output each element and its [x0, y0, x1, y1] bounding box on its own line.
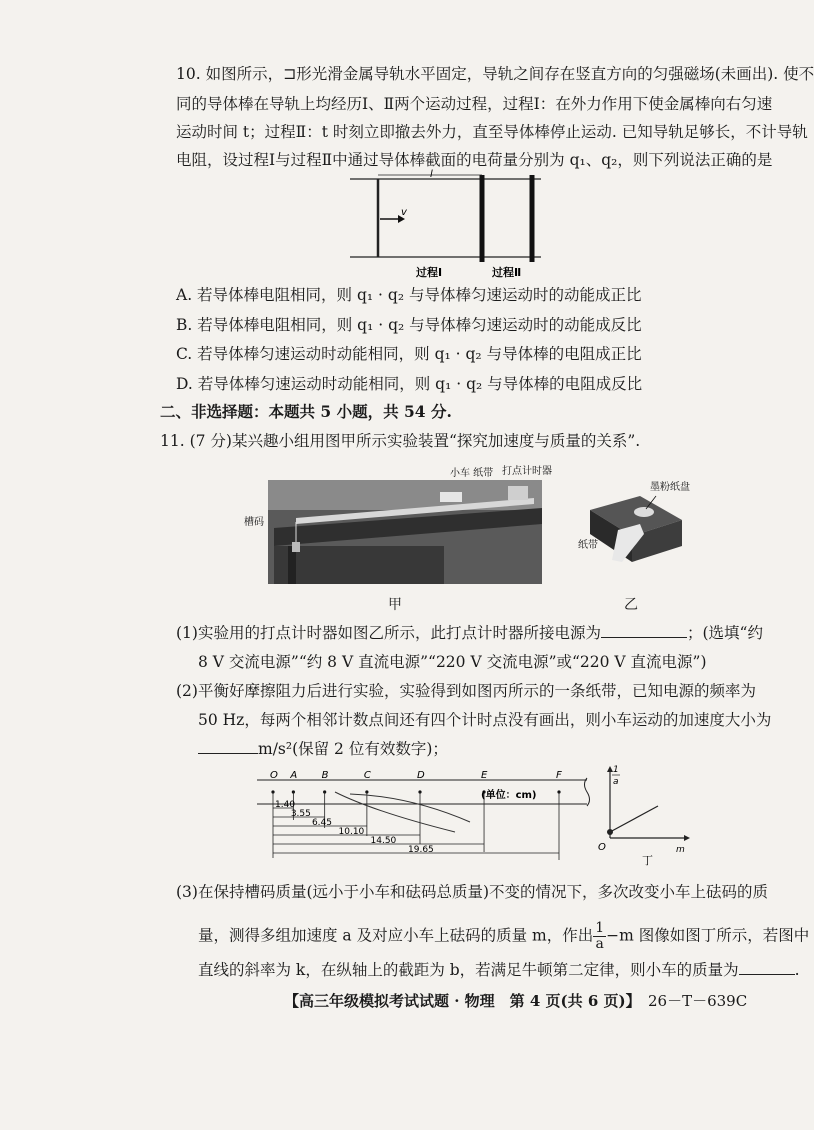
q11-p3-text-b1: 量，测得多组加速度 a 及对应小车上砝码的质量 m，作出	[198, 926, 594, 945]
fraction-denominator: a	[595, 936, 604, 952]
inverse-a-fraction	[593, 921, 606, 952]
tape-distance-label: 10.10	[338, 827, 365, 837]
caption-jia: 甲	[388, 597, 402, 613]
cart	[440, 492, 462, 502]
q10-option-c: C. 若导体棒匀速运动时动能相同，则 q₁ · q₂ 与导体棒的电阻成正比	[176, 345, 642, 363]
section-2-header: 二、非选择题：本题共 5 小题，共 54 分.	[160, 402, 452, 421]
q10-option-b: B. 若导体棒电阻相同，则 q₁ · q₂ 与导体棒匀速运动时的动能成反比	[176, 316, 642, 334]
q10-line-2: 同的导体棒在导轨上均经历Ⅰ、Ⅱ两个运动过程，过程Ⅰ：在外力作用下使金属棒向右匀速	[176, 95, 773, 113]
tape-dimensions	[273, 792, 559, 858]
q11-p1-line-2: 8 V 交流电源”“约 8 V 直流电源”“220 V 交流电源”或“220 V 直流电源”)	[198, 653, 707, 671]
decor-curve-1	[350, 794, 470, 822]
y-label-denominator: a	[613, 777, 619, 787]
q11-p2-text-c: m/s²(保留 2 位有效数字)；	[258, 740, 448, 758]
tape-point-label: A	[290, 770, 298, 781]
footer-code: 26－T－639C	[648, 992, 748, 1010]
q11-p1-text-b: ；(选填“约	[686, 624, 763, 642]
q11-p2-line-1: (2)平衡好摩擦阻力后进行实验，实验得到如图丙所示的一条纸带，已知电源的频率为	[176, 682, 756, 700]
intercept-point	[607, 829, 613, 835]
q10-line-3: 运动时间 t；过程Ⅱ：t 时刻立即撤去外力，直至导体棒停止运动. 已知导轨足够长，不计导轨	[176, 123, 808, 141]
timer-photo-yi	[578, 476, 708, 576]
paper-tape-figure	[255, 768, 595, 862]
tape-torn-end	[585, 778, 590, 806]
label-timer: 打点计时器	[502, 466, 552, 477]
x-label: m	[676, 845, 685, 855]
process-2-label: 过程Ⅱ	[492, 266, 522, 279]
tape-unit-label: (单位：cm)	[481, 790, 537, 801]
process-1-label: 过程Ⅰ	[416, 266, 443, 279]
q11-p2-line-3	[198, 739, 448, 759]
fraction-numerator: 1	[595, 920, 605, 936]
q11-intro: 11. (7 分)某兴趣小组用图甲所示实验装置“探究加速度与质量的关系”.	[160, 432, 641, 450]
tape-point-label: D	[417, 770, 425, 781]
q11-p2-line-2: 50 Hz，每两个相邻计数点间还有四个计时点没有画出，则小车运动的加速度大小为	[198, 711, 772, 729]
q11-p3-period: .	[794, 961, 800, 979]
q10-rail-figure	[346, 169, 556, 280]
label-weights: 槽码	[244, 517, 264, 528]
q11-p1-text-a: (1)实验用的打点计时器如图乙所示，此打点计时器所接电源为	[176, 624, 601, 642]
q10-option-d: D. 若导体棒匀速运动时动能相同，则 q₁ · q₂ 与导体棒的电阻成反比	[176, 375, 643, 393]
q11-p3-line-1: (3)在保持槽码质量(远小于小车和砝码总质量)不变的情况下，多次改变小车上砝码的质	[176, 883, 769, 901]
y-label-numerator: 1	[613, 765, 619, 775]
ink-disk	[634, 507, 654, 517]
tape-point-label: F	[556, 770, 562, 781]
q11-p1-answer-blank[interactable]	[601, 623, 687, 638]
tape-distance-label: 3.55	[290, 809, 311, 819]
q11-p3-text-b2: −m 图像如图丁所示，若图中	[606, 926, 810, 945]
q11-p3-text-c: 直线的斜率为 k，在纵轴上的截距为 b，若满足牛顿第二定律，则小车的质量为	[198, 961, 739, 979]
apparatus-photo-jia	[244, 462, 552, 586]
tape-point-label: O	[270, 770, 278, 781]
footer-title: 【高三年级模拟考试试题 · 物理 第 4 页(共 6 页)】	[284, 992, 641, 1010]
tape-distance-label: 1.40	[275, 800, 296, 810]
caption-yi: 乙	[624, 597, 638, 613]
origin-label: O	[598, 842, 606, 853]
q11-p3-answer-blank[interactable]	[739, 960, 795, 975]
q10-line-4: 电阻，设过程Ⅰ与过程Ⅱ中通过导体棒截面的电荷量分别为 q₁、q₂，则下列说法正确的是	[176, 151, 773, 169]
tape-distance-label: 6.45	[311, 818, 332, 828]
x-axis-arrow-icon	[684, 835, 690, 841]
tape-point-label: B	[321, 770, 329, 781]
length-label: l	[430, 169, 433, 180]
tape-distance-label: 14.50	[370, 836, 397, 846]
q11-p1-line-1	[176, 623, 763, 643]
tape-point-label: C	[363, 770, 371, 781]
q11-p3-line-3	[198, 960, 800, 980]
q10-line-1: 10. 如图所示，⊐形光滑金属导轨水平固定，导轨之间存在竖直方向的匀强磁场(未画出). 使不	[176, 65, 814, 83]
label-ink-disk: 墨粉纸盘	[650, 482, 690, 493]
q10-option-a: A. 若导体棒电阻相同，则 q₁ · q₂ 与导体棒匀速运动时的动能成正比	[176, 286, 642, 304]
velocity-label: v	[401, 207, 407, 218]
tape-point-label: E	[481, 770, 488, 781]
label-cart-tape: 小车 纸带	[450, 468, 494, 479]
fit-line	[610, 806, 658, 832]
graph-caption: 丁	[642, 854, 653, 867]
q11-p3-line-2	[198, 921, 809, 952]
timer-device	[508, 486, 528, 500]
label-tape: 纸带	[578, 540, 598, 551]
q11-p2-answer-blank[interactable]	[198, 739, 258, 754]
inverse-accel-vs-mass-graph	[596, 762, 692, 866]
weight-block	[292, 542, 300, 552]
tape-distance-label: 19.65	[408, 845, 434, 855]
